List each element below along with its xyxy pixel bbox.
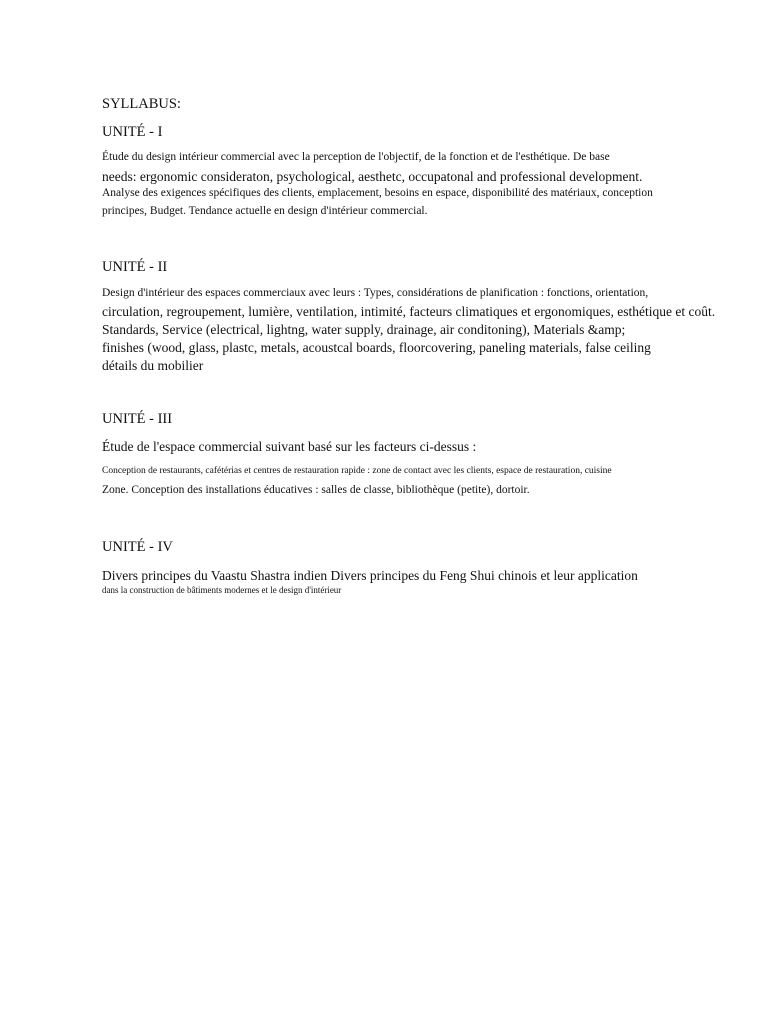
unit-1-line-1: Étude du design intérieur commercial avec la perception de l'objectif, de la fonction et de l'esthétique. De base — [102, 151, 610, 163]
unit-2-heading: UNITÉ - II — [102, 259, 168, 275]
unit-1-line-4: principes, Budget. Tendance actuelle en design d'intérieur commercial. — [102, 205, 428, 217]
unit-3-heading: UNITÉ - III — [102, 411, 173, 427]
unit-4-heading: UNITÉ - IV — [102, 539, 173, 555]
unit-4-line-1: Divers principes du Vaastu Shastra indien Divers principes du Feng Shui chinois et leur application — [102, 568, 638, 583]
unit-2-line-4: finishes (wood, glass, plastc, metals, acoustcal boards, floorcovering, paneling materials, false ceiling — [102, 340, 651, 355]
unit-2-line-2: circulation, regroupement, lumière, ventilation, intimité, facteurs climatiques et ergonomiques, esthétique et coût. — [102, 304, 716, 319]
unit-1-line-2: needs: ergonomic consideraton, psychological, aesthetc, occupatonal and professional development. — [102, 169, 643, 184]
unit-1-line-3: Analyse des exigences spécifiques des clients, emplacement, besoins en espace, disponibilité des matériaux, conception — [102, 187, 653, 199]
unit-4-line-2: dans la construction de bâtiments modernes et le design d'intérieur — [102, 585, 342, 595]
unit-2-line-1: Design d'intérieur des espaces commerciaux avec leurs : Types, considérations de planification : fonctions, orientation, — [102, 287, 649, 299]
unit-3-line-3: Zone. Conception des installations éducatives : salles de classe, bibliothèque (petite), dortoir. — [102, 484, 530, 496]
document-title: SYLLABUS: — [102, 96, 181, 112]
unit-3-line-1: Étude de l'espace commercial suivant basé sur les facteurs ci-dessus : — [102, 439, 477, 454]
unit-1-heading: UNITÉ - I — [102, 124, 163, 140]
unit-2-line-3: Standards, Service (electrical, lightng, water supply, drainage, air conditoning), Materials &amp; — [102, 322, 626, 337]
unit-2-line-5: détails du mobilier — [102, 358, 204, 373]
unit-3-line-2: Conception de restaurants, cafétérias et centres de restauration rapide : zone de contact avec les clients, espace de restauration, cuisine — [102, 466, 612, 476]
